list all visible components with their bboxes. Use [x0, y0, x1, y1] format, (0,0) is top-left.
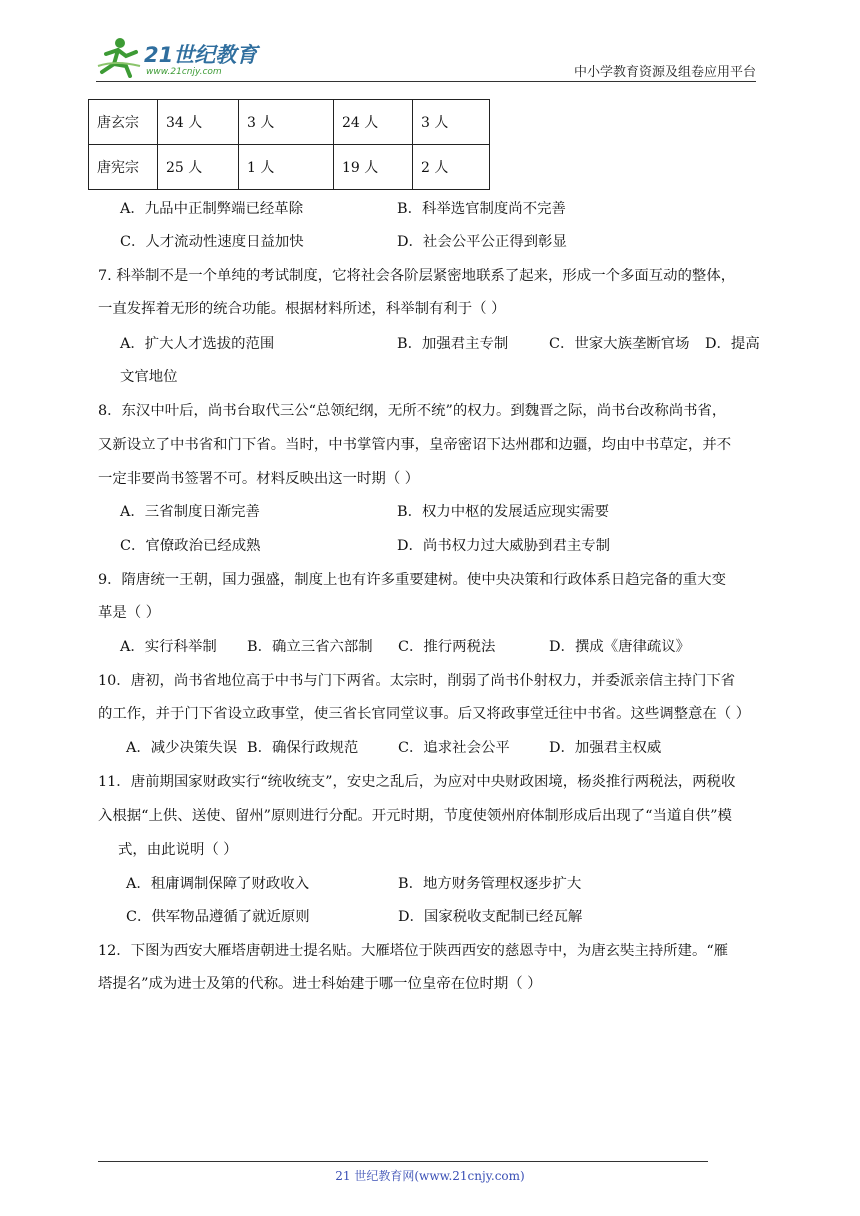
q11-option-b: B．地方财务管理权逐步扩大	[398, 876, 582, 892]
table-row	[89, 100, 490, 145]
logo-url-text: www.21cnjy.com	[146, 67, 222, 77]
q11-stem-line: 式，由此说明（ ）	[118, 842, 238, 858]
q10-option-c: C．追求社会公平	[398, 740, 510, 756]
table-cell: 1 人	[239, 145, 334, 190]
q7-stem-line: 7. 科举制不是一个单纯的考试制度，它将社会各阶层紧密地联系了起来，形成一个多面互动的整体，	[98, 268, 736, 284]
q10-option-a: A．减少决策失误	[126, 740, 238, 756]
q10-option-d: D．加强君主权威	[549, 740, 662, 756]
q11-stem-line: 11．唐前期国家财政实行“统收统支”，安史之乱后，为应对中央财政困境，杨炎推行两税法，两税收	[98, 774, 736, 790]
table-cell: 2 人	[413, 145, 490, 190]
site-name: 中小学教育资源及组卷应用平台	[573, 65, 756, 80]
q7-option-b: B．加强君主专制	[397, 336, 509, 352]
q11-option-c: C．供军物品遵循了就近原则	[126, 909, 310, 925]
q7-option-d-cont: 文官地位	[120, 369, 178, 385]
q6-option-b: B．科举选官制度尚不完善	[397, 201, 566, 217]
site-logo	[96, 36, 276, 78]
q6-option-c: C．人才流动性速度日益加快	[120, 234, 304, 250]
table-row	[89, 145, 490, 190]
table-cell: 25 人	[158, 145, 239, 190]
q8-stem-line: 又新设立了中书省和门下省。当时，中书掌管内事，皇帝密诏下达州郡和边疆，均由中书草定，并不	[98, 437, 732, 453]
q8-option-b: B．权力中枢的发展适应现实需要	[397, 504, 610, 520]
q10-stem-line: 的工作，并于门下省设立政事堂，使三省长官同堂议事。后又将政事堂迁往中书省。这些调整意在（ ）	[98, 706, 751, 722]
q8-stem-line: 8．东汉中叶后，尚书台取代三公“总领纪纲，无所不统”的权力。到魏晋之际，尚书台改称尚书省，	[98, 403, 727, 419]
stats-table	[88, 99, 490, 190]
logo-main-text: 21世纪教育	[144, 43, 258, 67]
q11-option-a: A．租庸调制保障了财政收入	[126, 876, 310, 892]
runner-icon	[98, 38, 140, 76]
q7-option-c: C．世家大族垄断官场	[549, 336, 690, 352]
q6-option-d: D．社会公平公正得到彰显	[397, 234, 567, 250]
q9-stem-line: 革是（ ）	[98, 605, 161, 621]
q8-option-a: A．三省制度日渐完善	[120, 504, 260, 520]
q11-stem-line: 入根据“上供、送使、留州”原则进行分配。开元时期，节度使领州府体制形成后出现了“当道自供”模	[98, 808, 732, 824]
table-cell: 唐玄宗	[89, 100, 158, 145]
q9-stem-line: 9．隋唐统一王朝，国力强盛，制度上也有许多重要建树。使中央决策和行政体系日趋完备的重大变	[98, 572, 726, 588]
q8-stem-line: 一定非要尚书签署不可。材料反映出这一时期（ ）	[98, 471, 420, 487]
q8-option-c: C．官僚政治已经成熟	[120, 538, 261, 554]
footer-text: 21 世纪教育网(www.21cnjy.com)	[335, 1169, 525, 1183]
table-cell: 3 人	[239, 100, 334, 145]
q9-option-a: A．实行科举制	[120, 639, 217, 655]
table-cell: 19 人	[334, 145, 413, 190]
q6-option-a: A．九品中正制弊端已经革除	[120, 201, 304, 217]
q9-option-d: D．撰成《唐律疏议》	[549, 639, 691, 655]
q12-stem-line: 12．下图为西安大雁塔唐朝进士提名贴。大雁塔位于陕西西安的慈恩寺中，为唐玄奘主持所建。“雁	[98, 943, 729, 959]
q8-option-d: D．尚书权力过大威胁到君主专制	[397, 538, 611, 554]
q9-option-b: B．确立三省六部制	[247, 639, 373, 655]
q9-option-c: C．推行两税法	[398, 639, 496, 655]
q10-option-b: B．确保行政规范	[247, 740, 359, 756]
q10-stem-line: 10．唐初，尚书省地位高于中书与门下两省。太宗时，削弱了尚书仆射权力，并委派亲信主持门下省	[98, 673, 736, 689]
header-divider	[96, 81, 756, 82]
footer-divider	[98, 1161, 708, 1162]
table-cell: 24 人	[334, 100, 413, 145]
q7-option-a: A．扩大人才选拔的范围	[120, 336, 275, 352]
table-cell: 唐宪宗	[89, 145, 158, 190]
table-cell: 3 人	[413, 100, 490, 145]
table-cell: 34 人	[158, 100, 239, 145]
q7-stem-line: 一直发挥着无形的统合功能。根据材料所述，科举制有利于（ ）	[98, 301, 506, 317]
q11-option-d: D．国家税收支配制已经瓦解	[398, 909, 583, 925]
q12-stem-line: 塔提名”成为进士及第的代称。进士科始建于哪一位皇帝在位时期（ ）	[98, 976, 542, 992]
q7-option-d: D．提高	[705, 336, 760, 352]
